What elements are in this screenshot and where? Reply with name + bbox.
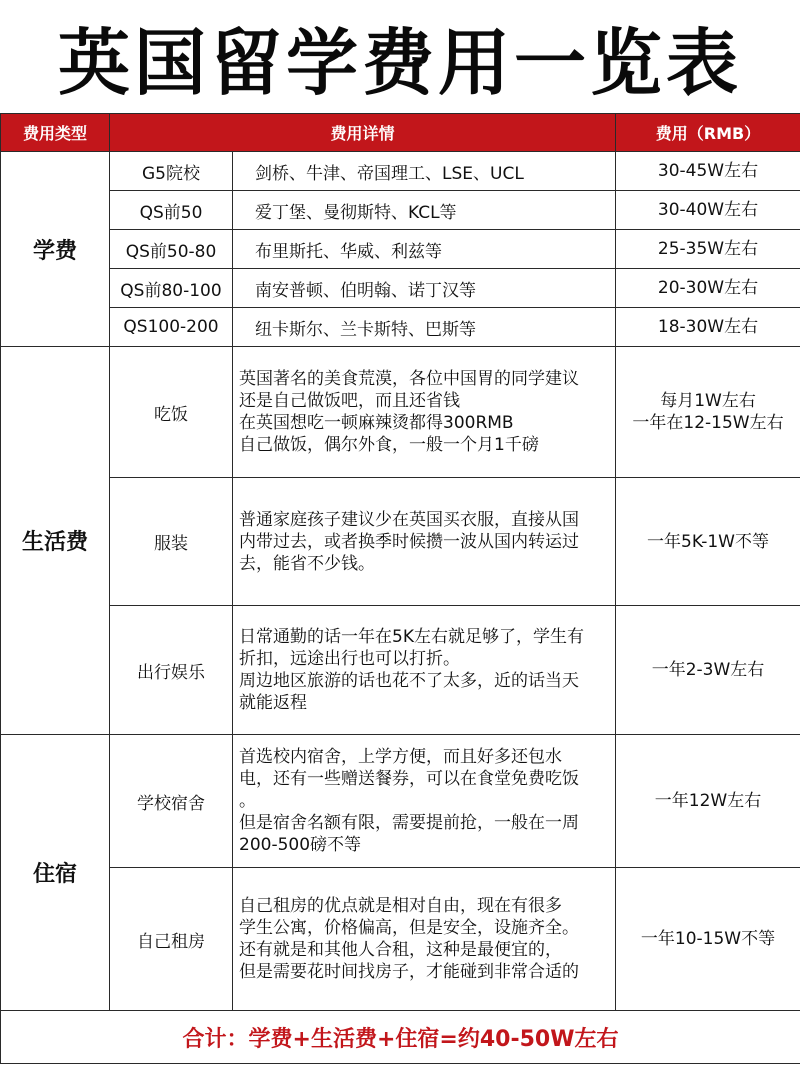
table-row — [1, 230, 800, 269]
travel-cost: 一年2-3W左右 — [616, 606, 800, 735]
table-row — [1, 347, 800, 478]
cost-value: 30-45W左右 — [616, 152, 800, 191]
item-dorm: 学校宿舍 — [110, 735, 233, 868]
table-row — [1, 269, 800, 308]
school-list: 爱丁堡、曼彻斯特、KCL等 — [233, 191, 616, 230]
rent-cost: 一年10-15W不等 — [616, 868, 800, 1011]
item-clothing: 服装 — [110, 478, 233, 606]
school-tier: QS前50-80 — [110, 230, 233, 269]
table-row — [1, 606, 800, 735]
table-row — [1, 191, 800, 230]
table-row — [1, 868, 800, 1011]
food-cost — [616, 347, 800, 478]
rent-detail — [233, 868, 616, 1011]
school-tier: QS100-200 — [110, 308, 233, 347]
detail-line: 在英国想吃一顿麻辣烫都得300RMB — [239, 413, 514, 433]
cost-value: 25-35W左右 — [616, 230, 800, 269]
detail-line: 英国著名的美食荒漠，各位中国胃的同学建议 — [239, 369, 579, 389]
detail-line: 但是宿舍名额有限，需要提前抢，一般在一周 — [239, 813, 579, 833]
category-living: 生活费 — [1, 347, 110, 735]
table-row — [1, 308, 800, 347]
school-tier: QS前80-100 — [110, 269, 233, 308]
cost-table — [0, 113, 800, 1064]
detail-line: 去，能省不少钱。 — [239, 553, 375, 574]
detail-line: 学生公寓，价格偏高，但是安全，设施齐全。 — [239, 918, 579, 938]
table-row — [1, 478, 800, 606]
total-row — [1, 1011, 800, 1064]
detail-line: 还是自己做饭吧，而且还省钱 — [239, 391, 460, 411]
school-list: 布里斯托、华威、利兹等 — [233, 230, 616, 269]
table-row — [1, 152, 800, 191]
detail-line: 但是需要花时间找房子，才能碰到非常合适的 — [239, 962, 579, 982]
clothing-detail — [233, 478, 616, 606]
header-type: 费用类型 — [1, 114, 110, 152]
detail-line: 内带过去，或者换季时候攒一波从国内转运过 — [239, 531, 579, 552]
category-tuition: 学费 — [1, 152, 110, 347]
food-detail — [233, 347, 616, 478]
cost-line: 每月1W左右 — [660, 391, 756, 411]
detail-line: 200-500磅不等 — [239, 835, 362, 855]
detail-line: 折扣，远途出行也可以打折。 — [239, 649, 460, 669]
school-list: 剑桥、牛津、帝国理工、LSE、UCL — [233, 152, 616, 191]
detail-line: 周边地区旅游的话也花不了太多，近的话当天 — [239, 671, 579, 691]
school-tier: QS前50 — [110, 191, 233, 230]
detail-line: 。 — [239, 791, 256, 811]
dorm-cost: 一年12W左右 — [616, 735, 800, 868]
detail-line: 首选校内宿舍，上学方便，而且好多还包水 — [239, 747, 562, 767]
header-cost: 费用（RMB） — [616, 114, 800, 152]
detail-line: 自己做饭，偶尔外食，一般一个月1千磅 — [239, 435, 539, 455]
cost-line: 一年在12-15W左右 — [632, 413, 784, 433]
detail-line: 自己租房的优点就是相对自由，现在有很多 — [239, 896, 562, 916]
table-row — [1, 735, 800, 868]
header-detail: 费用详情 — [110, 114, 616, 152]
travel-detail — [233, 606, 616, 735]
school-list: 南安普顿、伯明翰、诺丁汉等 — [233, 269, 616, 308]
total-summary: 合计：学费+生活费+住宿=约40-50W左右 — [1, 1011, 800, 1064]
school-tier: G5院校 — [110, 152, 233, 191]
cost-value: 30-40W左右 — [616, 191, 800, 230]
item-rent: 自己租房 — [110, 868, 233, 1011]
detail-line: 还有就是和其他人合租，这种是最便宜的， — [239, 940, 562, 960]
item-travel: 出行娱乐 — [110, 606, 233, 735]
page-title: 英国留学费用一览表 — [57, 20, 742, 105]
cost-value: 18-30W左右 — [616, 308, 800, 347]
detail-line: 就能返程 — [239, 693, 307, 713]
clothing-cost: 一年5K-1W不等 — [616, 478, 800, 606]
item-food: 吃饭 — [110, 347, 233, 478]
school-list: 纽卡斯尔、兰卡斯特、巴斯等 — [233, 308, 616, 347]
detail-line: 电，还有一些赠送餐券，可以在食堂免费吃饭 — [239, 769, 579, 789]
cost-value: 20-30W左右 — [616, 269, 800, 308]
dorm-detail — [233, 735, 616, 868]
header-row — [1, 114, 800, 152]
category-housing: 住宿 — [1, 735, 110, 1011]
detail-line: 普通家庭孩子建议少在英国买衣服，直接从国 — [239, 509, 579, 530]
detail-line: 日常通勤的话一年在5K左右就足够了，学生有 — [239, 627, 584, 647]
